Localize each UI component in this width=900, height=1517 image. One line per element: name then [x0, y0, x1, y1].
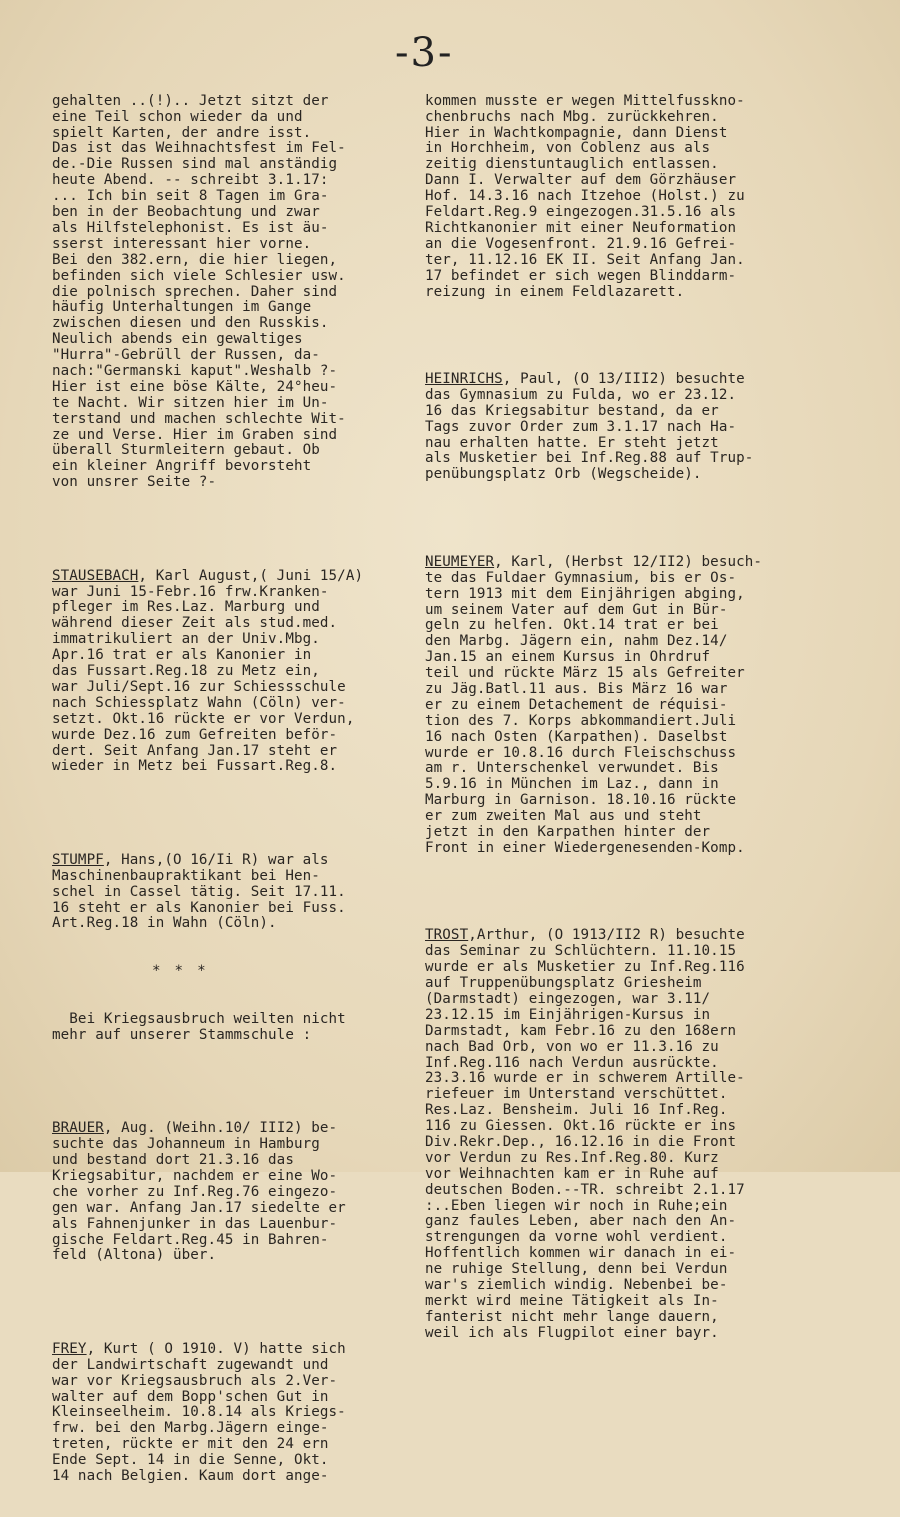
entry-frey	[52, 1342, 432, 1485]
text-line: FREY, Kurt ( O 1910. V) hatte sich	[52, 1340, 346, 1357]
text-line: ze und Verse. Hier im Graben sind	[52, 426, 338, 443]
text-line: te Nacht. Wir sitzen hier im Un-	[52, 394, 329, 411]
text-line: Feldart.Reg.9 eingezogen.31.5.16 als	[425, 204, 737, 221]
text-line: Hier ist eine böse Kälte, 24°heu-	[52, 378, 338, 395]
text-line: mehr auf unserer Stammschule :	[52, 1026, 312, 1043]
text-line: das Gymnasium zu Fulda, wo er 23.12.	[425, 386, 737, 403]
text-line: :..Eben liegen wir noch in Ruhe;ein	[425, 1197, 728, 1214]
text-line: treten, rückte er mit den 24 ern	[52, 1436, 329, 1453]
text-line: ein kleiner Angriff bevorsteht	[52, 458, 312, 475]
text-line: sserst interessant hier vorne.	[52, 235, 312, 252]
text-line: te das Fuldaer Gymnasium, bis er Os-	[425, 569, 737, 586]
text-line: als Fahnenjunker in das Lauenbur-	[52, 1215, 338, 1232]
text-line: ... Ich bin seit 8 Tagen im Gra-	[52, 188, 329, 205]
text-line: nach Schiessplatz Wahn (Cöln) ver-	[52, 694, 346, 711]
text-line: 17 befindet er sich wegen Blinddarm-	[425, 267, 737, 284]
text-line: Apr.16 trat er als Kanonier in	[52, 647, 312, 664]
text-line: Darmstadt, kam Febr.16 zu den 168ern	[425, 1022, 737, 1039]
text-line: an die Vogesenfront. 21.9.16 Gefrei-	[425, 235, 737, 252]
text-line: heute Abend. -- schreibt 3.1.17:	[52, 172, 329, 189]
entry-stumpf	[52, 853, 432, 932]
text-line: gehalten ..(!).. Jetzt sitzt der	[52, 92, 329, 109]
text-line: Marburg in Garnison. 18.10.16 rückte	[425, 792, 737, 809]
text-line: spielt Karten, der andre isst.	[52, 124, 312, 141]
text-line: fanterist nicht mehr lange dauern,	[425, 1308, 719, 1325]
text-line: BRAUER, Aug. (Weihn.10/ III2) be-	[52, 1120, 338, 1137]
text-line: vor Weihnachten kam er in Ruhe auf	[425, 1165, 719, 1182]
text-line: zeitig dienstuntauglich entlassen.	[425, 156, 719, 173]
text-line: Front in einer Wiedergenesenden-Komp.	[425, 839, 745, 856]
text-line: von unsrer Seite ?-	[52, 474, 217, 491]
text-line: während dieser Zeit als stud.med.	[52, 615, 338, 632]
text-line: Maschinenbaupraktikant bei Hen-	[52, 867, 320, 884]
text-line: zwischen diesen und den Russkis.	[52, 315, 329, 332]
text-line: Res.Laz. Bensheim. Juli 16 Inf.Reg.	[425, 1102, 728, 1119]
text-line: kommen musste er wegen Mittelfusskno-	[425, 92, 745, 109]
text-line: Ende Sept. 14 in die Senne, Okt.	[52, 1452, 329, 1469]
text-line: chenbruchs nach Mbg. zurückkehren.	[425, 108, 719, 125]
text-line: STUMPF, Hans,(O 16/Ii R) war als	[52, 851, 329, 868]
text-line: teil und rückte März 15 als Gefreiter	[425, 665, 745, 682]
text-line: reizung in einem Feldlazarett.	[425, 283, 685, 300]
text-line: che vorher zu Inf.Reg.76 eingezo-	[52, 1183, 338, 1200]
text-line: Jan.15 an einem Kursus in Ohrdruf	[425, 649, 711, 666]
text-line: walter auf dem Bopp'schen Gut in	[52, 1388, 329, 1405]
text-line: war vor Kriegsausbruch als 2.Ver-	[52, 1372, 338, 1389]
section-divider-stars: ***	[152, 963, 220, 980]
text-line: 16 das Kriegsabitur bestand, da er	[425, 402, 719, 419]
text-line: wieder in Metz bei Fussart.Reg.8.	[52, 758, 338, 775]
text-line: nach Bad Orb, von wo er 11.3.16 zu	[425, 1038, 719, 1055]
text-line: vor Verdun zu Res.Inf.Reg.80. Kurz	[425, 1149, 719, 1166]
entry-brauer	[52, 1121, 432, 1264]
entry-surname: BRAUER	[52, 1120, 104, 1137]
text-line: NEUMEYER, Karl, (Herbst 12/II2) besuch-	[425, 553, 763, 570]
text-line: suchte das Johanneum in Hamburg	[52, 1136, 320, 1153]
text-line: Das ist das Weihnachtsfest im Fel-	[52, 140, 346, 157]
text-line: 23.12.15 im Einjährigen-Kursus in	[425, 1006, 711, 1023]
entry-stausebach	[52, 569, 432, 776]
entry-surname: HEINRICHS	[425, 371, 503, 388]
text-line: eine Teil schon wieder da und	[52, 108, 303, 125]
text-line: Kleinseelheim. 10.8.14 als Kriegs-	[52, 1404, 346, 1421]
text-line: penübungsplatz Orb (Wegscheide).	[425, 466, 702, 483]
text-line: Hier in Wachtkompagnie, dann Dienst	[425, 124, 728, 141]
text-line: er zum zweiten Mal aus und steht	[425, 808, 702, 825]
text-line: "Hurra"-Gebrüll der Russen, da-	[52, 347, 320, 364]
text-line: terstand und machen schlechte Wit-	[52, 410, 346, 427]
text-line: er zu einem Detachement de réquisi-	[425, 696, 728, 713]
entry-surname: FREY	[52, 1340, 87, 1357]
text-line: das Fussart.Reg.18 zu Metz ein,	[52, 663, 320, 680]
text-line: Inf.Reg.116 nach Verdun ausrückte.	[425, 1054, 719, 1071]
text-line: STAUSEBACH, Karl August,( Juni 15/A)	[52, 567, 364, 584]
text-line: 23.3.16 wurde er in schwerem Artille-	[425, 1070, 745, 1087]
text-line: schel in Cassel tätig. Seit 17.11.	[52, 883, 346, 900]
text-line: wurde er als Musketier zu Inf.Reg.116	[425, 959, 745, 976]
text-line: als Musketier bei Inf.Reg.88 auf Trup-	[425, 450, 754, 467]
text-line: feld (Altona) über.	[52, 1247, 217, 1264]
text-line: TROST,Arthur, (O 1913/II2 R) besuchte	[425, 927, 745, 944]
text-line: (Darmstadt) eingezogen, war 3.11/	[425, 990, 711, 1007]
text-line: Dann I. Verwalter auf dem Görzhäuser	[425, 172, 737, 189]
text-line: dert. Seit Anfang Jan.17 steht er	[52, 742, 338, 759]
intro-letter-text	[52, 94, 432, 491]
text-line: de.-Die Russen sind mal anständig	[52, 156, 338, 173]
text-line: Art.Reg.18 in Wahn (Cöln).	[52, 915, 277, 932]
right-column	[425, 62, 875, 1373]
entry-neumeyer	[425, 555, 875, 857]
text-line: ganz faules Leben, aber nach den An-	[425, 1213, 737, 1230]
text-line: weil ich als Flugpilot einer bayr.	[425, 1324, 719, 1341]
text-line: pfleger im Res.Laz. Marburg und	[52, 599, 320, 616]
text-line: in Horchheim, von Coblenz aus als	[425, 140, 711, 157]
text-line: wurde er 10.8.16 durch Fleischschuss	[425, 744, 737, 761]
text-line: am r. Unterschenkel verwundet. Bis	[425, 760, 719, 777]
text-line: ben in der Beobachtung und zwar	[52, 204, 320, 221]
text-line: jetzt in den Karpathen hinter der	[425, 824, 711, 841]
entry-surname: STUMPF	[52, 851, 104, 868]
left-column	[52, 62, 432, 1517]
text-line: Richtkanonier mit einer Neuformation	[425, 219, 737, 236]
text-line: merkt wird meine Tätigkeit als In-	[425, 1292, 719, 1309]
text-line: ter, 11.12.16 EK II. Seit Anfang Jan.	[425, 251, 745, 268]
continued-text	[425, 94, 875, 301]
text-line: und bestand dort 21.3.16 das	[52, 1152, 294, 1169]
text-line: zu Jäg.Batl.11 aus. Bis März 16 war	[425, 681, 728, 697]
text-line: befinden sich viele Schlesier usw.	[52, 267, 346, 284]
text-line: 16 nach Osten (Karpathen). Daselbst	[425, 728, 728, 745]
text-line: deutschen Boden.--TR. schreibt 2.1.17	[425, 1181, 745, 1198]
text-line: Kriegsabitur, nachdem er eine Wo-	[52, 1167, 338, 1184]
entry-surname: NEUMEYER	[425, 553, 495, 570]
text-line: wurde Dez.16 zum Gefreiten beför-	[52, 726, 338, 743]
notice-text	[52, 1012, 432, 1044]
text-line: 14 nach Belgien. Kaum dort ange-	[52, 1468, 329, 1485]
text-line: Bei Kriegsausbruch weilten nicht	[52, 1010, 346, 1027]
text-line: war's ziemlich windig. Nebenbei be-	[425, 1277, 728, 1294]
entry-trost	[425, 928, 875, 1341]
text-line: nau erhalten hatte. Er steht jetzt	[425, 434, 719, 451]
text-line: frw. bei den Marbg.Jägern einge-	[52, 1420, 329, 1437]
text-line: Tags zuvor Order zum 3.1.17 nach Ha-	[425, 418, 737, 435]
entry-surname: TROST	[425, 927, 469, 944]
text-line: auf Truppenübungsplatz Griesheim	[425, 975, 702, 992]
text-line: tern 1913 mit dem Einjährigen abging,	[425, 585, 745, 602]
page-number: -3-	[395, 30, 454, 76]
text-line: tion des 7. Korps abkommandiert.Juli	[425, 712, 737, 729]
text-line: war Juni 15-Febr.16 frw.Kranken-	[52, 583, 329, 600]
text-line: war Juli/Sept.16 zur Schiessschule	[52, 678, 346, 695]
text-line: nach:"Germanski kaput".Weshalb ?-	[52, 362, 338, 379]
text-line: strengungen da vorne wohl verdient.	[425, 1229, 728, 1246]
text-line: Hof. 14.3.16 nach Itzehoe (Holst.) zu	[425, 188, 745, 205]
text-line: 16 steht er als Kanonier bei Fuss.	[52, 899, 346, 916]
text-line: geln zu helfen. Okt.14 trat er bei	[425, 617, 719, 634]
text-line: überall Sturmleitern gebaut. Ob	[52, 442, 320, 459]
text-line: als Hilfstelephonist. Es ist äu-	[52, 219, 329, 236]
text-line: immatrikuliert an der Univ.Mbg.	[52, 631, 320, 648]
text-line: Neulich abends ein gewaltiges	[52, 331, 303, 348]
text-line: häufig Unterhaltungen im Gange	[52, 299, 312, 316]
text-line: Hoffentlich kommen wir danach in ei-	[425, 1245, 737, 1262]
text-line: der Landwirtschaft zugewandt und	[52, 1356, 329, 1373]
text-line: um seinem Vater auf dem Gut in Bür-	[425, 601, 728, 618]
entry-heinrichs	[425, 372, 875, 483]
text-line: gen war. Anfang Jan.17 siedelte er	[52, 1199, 346, 1216]
text-line: die polnisch sprechen. Daher sind	[52, 283, 338, 300]
text-line: gische Feldart.Reg.45 in Bahren-	[52, 1231, 329, 1248]
text-line: Bei den 382.ern, die hier liegen,	[52, 251, 338, 268]
entry-surname: STAUSEBACH	[52, 567, 139, 584]
text-line: 5.9.16 in München im Laz., dann in	[425, 776, 719, 793]
text-line: Div.Rekr.Dep., 16.12.16 in die Front	[425, 1134, 737, 1150]
text-line: den Marbg. Jägern ein, nahm Dez.14/	[425, 633, 728, 650]
text-line: ne ruhige Stellung, denn bei Verdun	[425, 1261, 728, 1278]
text-line: 116 zu Giessen. Okt.16 rückte er ins	[425, 1118, 737, 1135]
text-line: setzt. Okt.16 rückte er vor Verdun,	[52, 710, 355, 727]
text-line: HEINRICHS, Paul, (O 13/III2) besuchte	[425, 371, 745, 388]
text-line: das Seminar zu Schlüchtern. 11.10.15	[425, 943, 737, 960]
text-line: riefeuer im Unterstand verschüttet.	[425, 1086, 728, 1103]
